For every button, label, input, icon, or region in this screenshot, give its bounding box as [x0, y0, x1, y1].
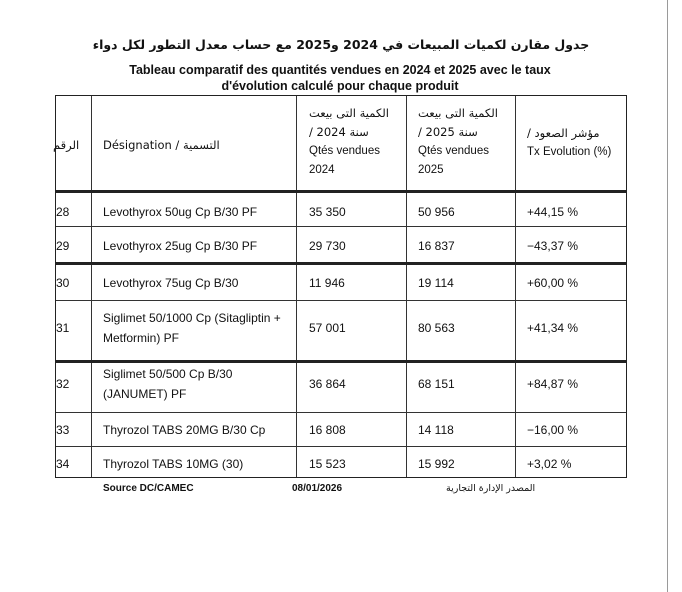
header-designation-text: التسمية / Désignation	[103, 138, 220, 152]
row-evolution: +84,87 %	[527, 377, 579, 391]
row-qty2024: 11 946	[309, 276, 345, 290]
page-edge-rule	[667, 0, 668, 592]
col-divider	[296, 96, 297, 477]
title-arabic: جدول مقارن لكميات المبيعات في 2024 و2025 مع حساب معدل التطور لكل دواء	[92, 37, 590, 52]
row-qty2024: 36 864	[309, 377, 346, 391]
col-divider	[406, 96, 407, 477]
title-french	[40, 62, 640, 94]
row-qty2025: 80 563	[418, 321, 455, 335]
header-evolution-ar: مؤشر الصعود /	[527, 126, 600, 140]
footer-date: 08/01/2026	[292, 483, 343, 494]
row-evolution: +3,02 %	[527, 457, 572, 471]
row-designation: Levothyrox 50ug Cp B/30 PF	[103, 205, 258, 219]
row-designation-line1: Siglimet 50/1000 Cp (Sitagliptin +	[103, 311, 281, 325]
header-qty2025-fr2: 2025	[418, 164, 444, 176]
row-designation	[103, 308, 281, 348]
header-evolution	[527, 124, 611, 162]
footer-source-arabic: المصدر الإدارة التجارية	[446, 483, 536, 494]
header-num: الرقم	[53, 138, 80, 152]
row-qty2025: 50 956	[418, 205, 455, 219]
row-qty2024: 35 350	[309, 205, 346, 219]
row-qty2025: 14 118	[418, 423, 454, 437]
row-num: 29	[56, 239, 70, 253]
header-qty2024-ar2: سنة 2024 /	[309, 125, 369, 139]
title-french-line1: Tableau comparatif des quantités vendues en 2024 et 2025 avec le taux	[129, 63, 551, 77]
row-qty2024: 57 001	[309, 321, 346, 335]
header-qty2024	[309, 104, 389, 180]
row-qty2025: 19 114	[418, 276, 454, 290]
row-designation: Thyrozol TABS 20MG B/30 Cp	[103, 423, 266, 437]
row-divider	[56, 300, 626, 301]
row-designation	[103, 364, 232, 404]
row-designation-line2: (JANUMET) PF	[103, 387, 187, 401]
row-qty2024: 29 730	[309, 239, 346, 253]
header-qty2025-fr1: Qtés vendues	[418, 145, 489, 157]
row-divider	[56, 360, 626, 363]
col-divider	[91, 96, 92, 477]
row-evolution: +41,34 %	[527, 321, 579, 335]
header-qty2025-ar2: سنة 2025 /	[418, 125, 478, 139]
row-divider	[56, 262, 626, 265]
row-designation: Levothyrox 75ug Cp B/30	[103, 276, 239, 290]
header-qty2025-ar1: الكمية التى بيعت	[418, 106, 498, 120]
footer-source: Source DC/CAMEC	[103, 483, 194, 494]
row-num: 32	[56, 377, 70, 391]
row-designation: Thyrozol TABS 10MG (30)	[103, 457, 244, 471]
row-divider	[56, 446, 626, 447]
row-num: 34	[56, 457, 70, 471]
comparison-table	[55, 95, 627, 478]
row-evolution: +60,00 %	[527, 276, 579, 290]
row-designation: Levothyrox 25ug Cp B/30 PF	[103, 239, 258, 253]
title-french-line2: d'évolution calculé pour chaque produit	[221, 79, 459, 93]
header-qty2024-ar1: الكمية التى بيعت	[309, 106, 389, 120]
header-qty2024-fr1: Qtés vendues	[309, 145, 380, 157]
row-num: 31	[56, 321, 70, 335]
row-evolution: +44,15 %	[527, 205, 579, 219]
row-qty2025: 16 837	[418, 239, 455, 253]
header-qty2025	[418, 104, 498, 180]
row-num: 30	[56, 276, 70, 290]
row-num: 28	[56, 205, 70, 219]
row-qty2025: 68 151	[418, 377, 455, 391]
row-qty2024: 15 523	[309, 457, 346, 471]
header-divider	[56, 190, 626, 193]
row-evolution: −43,37 %	[527, 239, 579, 253]
row-divider	[56, 226, 626, 227]
col-divider	[515, 96, 516, 477]
row-designation-line2: Metformin) PF	[103, 331, 180, 345]
row-qty2024: 16 808	[309, 423, 346, 437]
row-designation-line1: Siglimet 50/500 Cp B/30	[103, 367, 233, 381]
header-qty2024-fr2: 2024	[309, 164, 335, 176]
row-divider	[56, 412, 626, 413]
header-evolution-fr: Tx Evolution (%)	[527, 146, 612, 158]
row-num: 33	[56, 423, 70, 437]
header-designation	[103, 136, 220, 156]
row-evolution: −16,00 %	[527, 423, 579, 437]
row-qty2025: 15 992	[418, 457, 455, 471]
